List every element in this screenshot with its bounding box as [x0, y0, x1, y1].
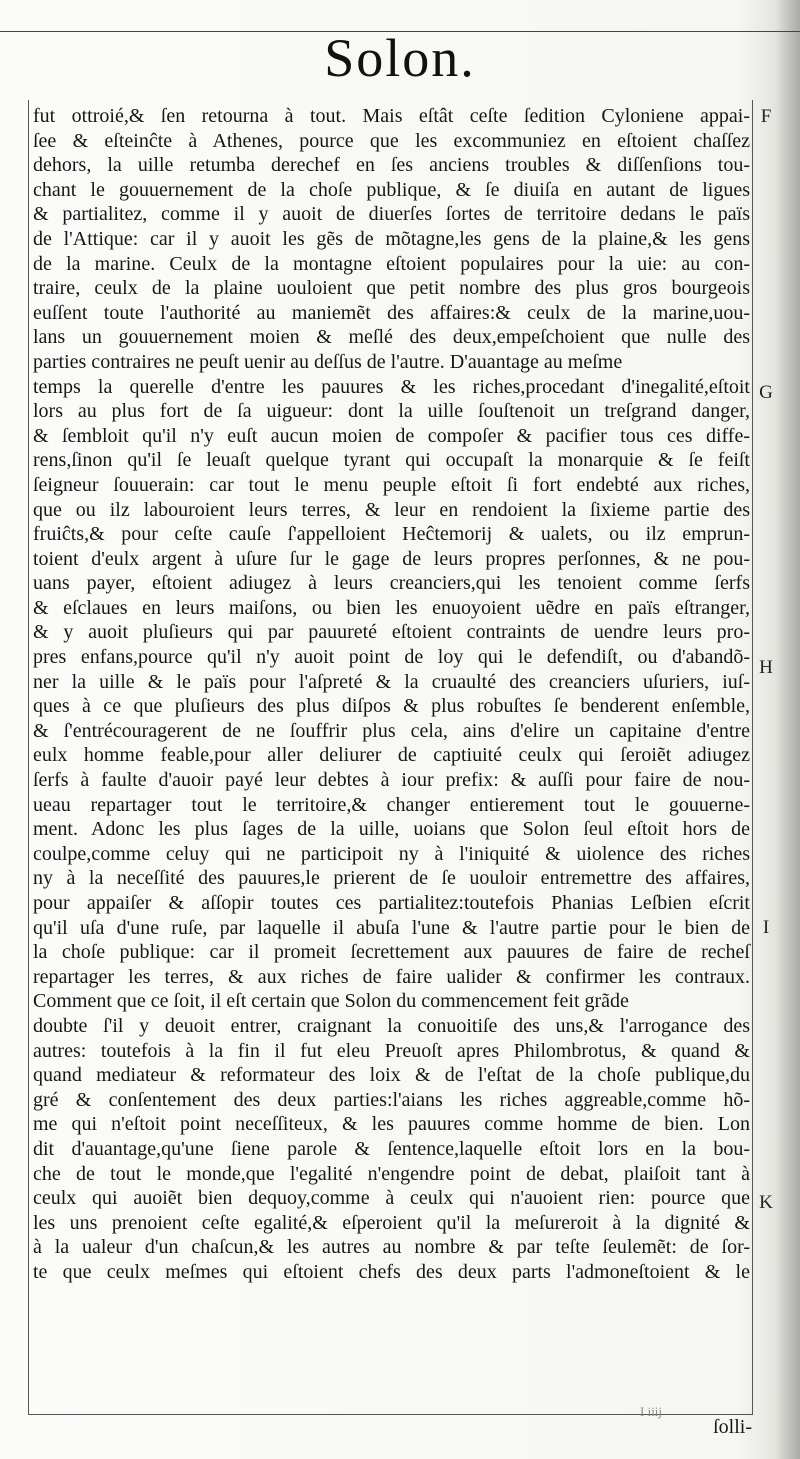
text-line: à la ualeur d'un chaſcun,& les autres au nombre & par teſte ſeulemẽt: de ſor-: [33, 1236, 750, 1259]
margin-letter-h: H: [759, 657, 773, 678]
text-line: qu'il uſa d'une ruſe, par laquelle il abuſa l'une & l'autre partie pour le bien de: [33, 916, 750, 939]
text-line: ſee & eſteinĉte à Athenes, pource que les excommuniez en eſtoient chaſſez: [33, 129, 750, 152]
text-line: & eſclaues en leurs maiſons, ou bien les enuoyoient uẽdre en païs eſtranger,: [33, 596, 750, 619]
text-line: ner la uille & le païs pour l'aſpreté & la cruaulté des creanciers uſuriers, iuſ-: [33, 670, 750, 693]
text-line: lans un gouuernement moien & meſlé des deux,empeſchoient que nulle des: [33, 326, 750, 349]
text-line: dit d'auantage,qu'une ſiene parole & ſentence,laquelle eſtoit lors en la bou-: [33, 1137, 750, 1160]
text-line: fut ottroié,& ſen retourna à tout. Mais eſtât ceſte ſedition Cyloniene appai-: [33, 105, 750, 127]
margin-letter-i: I: [762, 917, 770, 938]
text-line: les uns prenoient ceſte egalité,& eſperoient qu'il la meſureroit à la dignité &: [33, 1211, 750, 1234]
text-line: me qui n'eſtoit point neceſſiteux, & les pauures comme homme de bien. Lon: [33, 1113, 750, 1136]
text-line: traire, ceulx de la plaine uouloient que petit nombre des plus gros bourgeois: [33, 277, 750, 300]
text-line: ſerfs à faulte d'auoir payé leur debtes à iour prefix: & auſſi pour faire de nou-: [33, 769, 750, 792]
text-line: ment. Adonc les plus ſages de la uille, uoians que Solon ſeul eſtoit hors de: [33, 818, 750, 841]
text-line: que ou ilz labouroient leurs terres, & leur en rendoient la ſixieme partie des: [33, 498, 750, 521]
text-line: dehors, la uille retumba derechef en ſes anciens troubles & diſſenſions tou-: [33, 154, 750, 177]
text-line: te que ceulx meſmes qui eſtoient chefs des deux parts l'admoneſtoient & le: [33, 1260, 750, 1283]
text-line: coulpe,comme celuy qui ne participoit ny à l'iniquité & uiolence des riches: [33, 842, 750, 865]
text-line: la choſe publique: car il promeit ſecrettement aux pauures de faire de recheſ: [33, 941, 750, 964]
binding-gutter-shadow: [776, 0, 800, 1459]
signature-mark: I iiij: [640, 1404, 663, 1419]
margin-letter-g: G: [759, 382, 773, 403]
text-line: & ſembloit qu'il n'y euſt aucun moien de compoſer & pacifier tous ces diffe-: [33, 424, 750, 447]
text-line: uans payer, eſtoient adiugez à leurs creanciers,qui les tenoient comme ſerfs: [33, 572, 750, 595]
text-line: & y auoit pluſieurs qui par pauureté eſtoient contraints de uendre leurs pro-: [33, 621, 750, 644]
body-text: [33, 104, 750, 1285]
text-line: de la marine. Ceulx de la montagne eſtoient populaires pour la uie: au con-: [33, 252, 750, 275]
text-line: ueau repartager tout le territoire,& changer entierement tout le gouuerne-: [33, 793, 750, 816]
text-line: pres enfans,pource qu'il n'y auoit point de loy qui le defendiſt, ou d'abandõ-: [33, 646, 750, 669]
text-line: temps la querelle d'entre les pauures & les riches,procedant d'inegalité,eſtoit: [33, 375, 750, 398]
text-line: parties contraires ne peuſt uenir au deſſus de l'autre. D'auantage au meſme: [33, 350, 623, 373]
running-head: Solon.: [324, 28, 476, 88]
text-line: che de tout le monde,que l'egalité n'engendre point de debat, plaiſoit tant à: [33, 1162, 750, 1185]
text-line: eulx homme feable,pour aller deliurer de captiuité ceulx qui ſeroiẽt adiugez: [33, 744, 750, 767]
text-line: Comment que ce ſoit, il eſt certain que Solon du commencement feit grãde: [33, 990, 629, 1013]
text-line: gré & conſentement des deux parties:l'aians les riches aggreable,comme hõ-: [33, 1088, 750, 1111]
text-line: ſeigneur ſouuerain: car tout le menu peuple eſtoit ſi fort endebté aux riches,: [33, 473, 750, 496]
margin-letter-k: K: [759, 1192, 773, 1213]
text-line: fruiĉts,& pour ceſte cauſe ſ'appelloient Heĉtemorij & ualets, ou ilz emprun-: [33, 523, 750, 546]
text-line: pour appaiſer & aſſopir toutes ces partialitez:toutefois Phanias Leſbien eſcrit: [33, 892, 750, 914]
text-line: rens,ſinon qu'il ſe leuaſt quelque tyrant qui occupaſt la monarquie & ſe feiſt: [33, 449, 750, 472]
left-frame-rule: [28, 100, 29, 1415]
text-line: toient d'eulx argent à uſure ſur le gage de leurs propres perſonnes, & ne pou-: [33, 547, 750, 570]
text-line: ceulx qui auoiẽt bien dequoy,comme à ceulx qui n'auoient rien: pource que: [33, 1187, 750, 1210]
text-line: & partialitez, comme il y auoit de diuerſes ſortes de territoire dedans le païs: [33, 203, 750, 226]
text-line: doubte ſ'il y deuoit entrer, craignant la conuoitiſe des uns,& l'arrogance des: [33, 1014, 750, 1037]
text-line: & ſ'entrécouragerent de ne ſouffrir plus cela, ains d'elire un capitaine d'entre: [33, 719, 750, 742]
text-line: ny à la neceſſité des pauures,le prierent de ſe uouloir entremettre des affaires,: [33, 867, 750, 890]
text-line: lors au plus fort de ſa uigueur: dont la uille ſouſtenoit un treſgrand danger,: [33, 400, 750, 423]
text-line: chant le gouuernement de la choſe publique, & ſe diuiſa en autant de ligues: [33, 178, 750, 201]
right-frame-rule: [752, 100, 753, 1415]
margin-letter-f: F: [760, 106, 772, 127]
text-line: autres: toutefois à la fin il fut eleu Preuoſt apres Philombrotus, & quand &: [33, 1039, 750, 1062]
text-line: de l'Attique: car il y auoit les gẽs de mõtagne,les gens de la plaine,& les gens: [33, 227, 750, 250]
text-line: quand mediateur & reformateur des loix & de l'eſtat de la choſe publique,du: [33, 1064, 750, 1087]
text-line: euſſent toute l'authorité au maniemẽt des affaires:& ceulx de la marine,uou-: [33, 301, 750, 324]
text-line: repartager les terres, & aux riches de faire ualider & confirmer les contraux.: [33, 965, 750, 988]
catchword: ſolli-: [713, 1416, 752, 1438]
text-line: ques à ce que pluſieurs des plus diſpos & plus robuſtes ſe benderent enſemble,: [33, 695, 750, 718]
